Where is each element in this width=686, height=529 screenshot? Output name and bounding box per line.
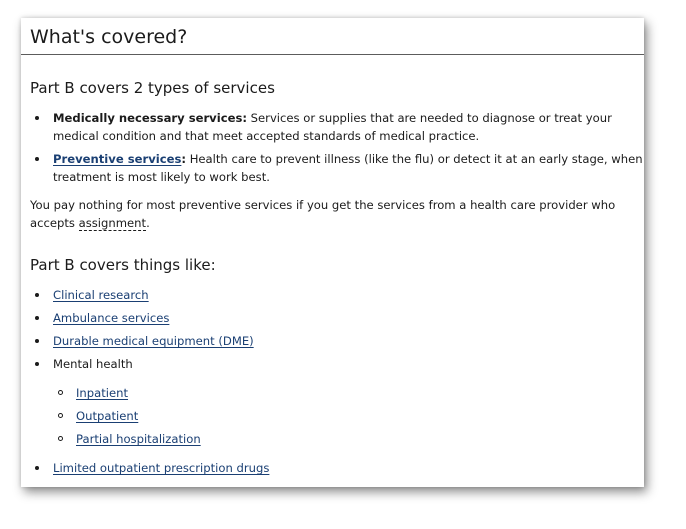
list-item <box>53 355 613 384</box>
things-heading: Part B covers things like: <box>30 256 216 274</box>
assignment-term[interactable]: assignment <box>78 216 147 230</box>
list-item <box>53 459 613 482</box>
page-title: What's covered? <box>30 26 188 48</box>
title-divider <box>21 54 644 55</box>
circle-marker <box>58 390 63 395</box>
bullet-marker <box>35 316 39 320</box>
preventive-services-link[interactable]: Preventive services <box>53 152 182 166</box>
list-item <box>53 109 643 145</box>
bullet-marker <box>35 339 39 343</box>
sub-list-item <box>76 384 613 407</box>
list-item <box>53 332 613 355</box>
service-types-list <box>53 109 643 186</box>
note-text: You pay nothing for most preventive services if you get the services from a health care provider who accepts <box>30 198 616 230</box>
preventive-description: Health care to prevent illness (like the flu) or detect it at an early stage, when treatment is most likely to work best. <box>53 152 643 184</box>
medically-necessary-term: Medically necessary services: <box>53 111 247 125</box>
ambulance-services-link[interactable]: Ambulance services <box>53 311 170 325</box>
sub-list-item <box>76 407 613 430</box>
bullet-marker <box>35 466 39 470</box>
bullet-marker <box>35 116 39 120</box>
inpatient-link[interactable]: Inpatient <box>76 386 129 400</box>
circle-marker <box>58 436 63 441</box>
clinical-research-link[interactable]: Clinical research <box>53 288 149 302</box>
note-period: . <box>146 216 150 230</box>
bullet-marker <box>35 293 39 297</box>
preventive-colon: : <box>181 152 187 166</box>
list-item <box>53 286 613 309</box>
prescription-drugs-link[interactable]: Limited outpatient prescription drugs <box>53 461 270 475</box>
list-item <box>53 309 613 332</box>
partial-hospitalization-link[interactable]: Partial hospitalization <box>76 432 201 446</box>
circle-marker <box>58 413 63 418</box>
bullet-marker <box>35 157 39 161</box>
durable-medical-equipment-link[interactable]: Durable medical equipment (DME) <box>53 334 254 348</box>
bullet-marker <box>35 362 39 366</box>
content-card <box>21 18 644 487</box>
list-item <box>53 150 643 186</box>
mental-health-label: Mental health <box>53 357 133 371</box>
covered-things-list <box>53 286 613 482</box>
types-heading: Part B covers 2 types of services <box>30 79 275 97</box>
preventive-cost-note <box>30 196 630 232</box>
outpatient-link[interactable]: Outpatient <box>76 409 139 423</box>
medically-necessary-description: Services or supplies that are needed to diagnose or treat your medical condition and that meet accepted standards of medical practice. <box>53 111 612 143</box>
sub-list-item <box>76 430 613 459</box>
